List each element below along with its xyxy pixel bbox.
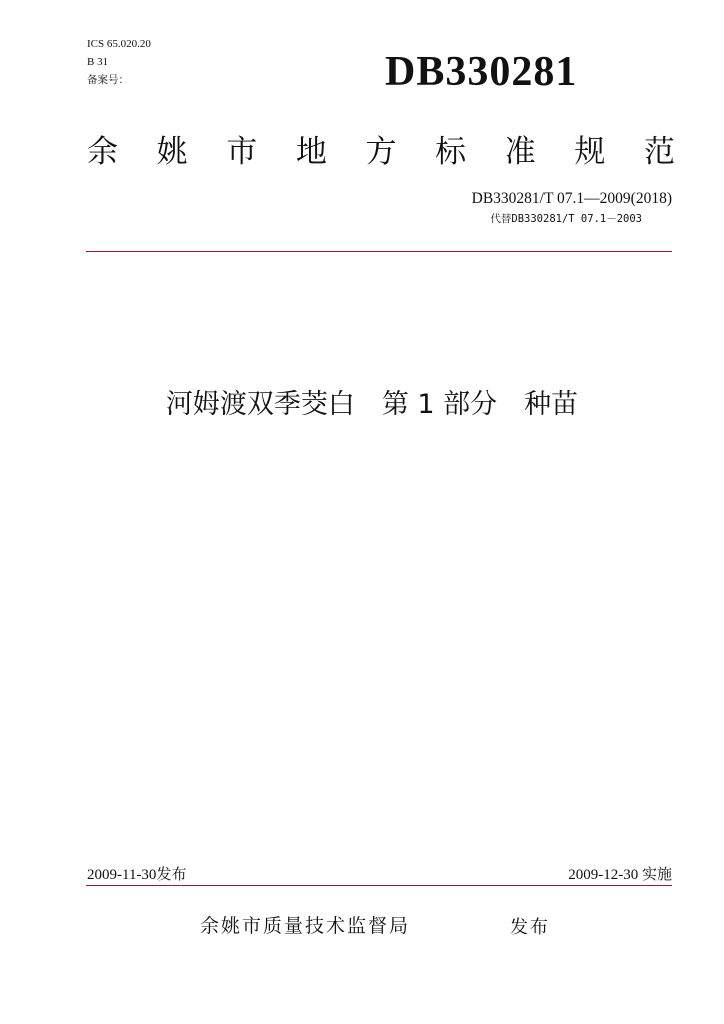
- implement-date: 2009-12-30: [568, 867, 639, 883]
- standard-code: DB330281: [385, 49, 578, 95]
- standard-number: DB330281/T 07.1—2009(2018): [471, 190, 672, 207]
- category-char: 方: [365, 134, 397, 170]
- publish-date: 2009-11-30: [87, 867, 157, 883]
- category-char: 规: [574, 134, 606, 170]
- header-divider: [86, 251, 672, 252]
- replaces-note: 代替DB330281/T 07.1－2003: [490, 213, 642, 225]
- category-char: 市: [226, 134, 258, 170]
- category-char: 范: [644, 134, 675, 170]
- footer-divider: [86, 885, 672, 886]
- implement-label: 实施: [641, 865, 672, 883]
- ics-code: ICS 65.020.20: [87, 38, 151, 50]
- category-char: 标: [435, 134, 467, 170]
- category-char: 余: [87, 134, 118, 170]
- category-char: 地: [295, 134, 327, 170]
- publish-label: 发布: [156, 865, 187, 883]
- category-char: 准: [504, 134, 536, 170]
- category-char: 姚: [156, 134, 188, 170]
- publish-date-line: [87, 864, 186, 885]
- issuing-verb: 发布: [510, 917, 550, 938]
- implement-date-line: [568, 864, 672, 885]
- issuing-authority: 余姚市质量技术监督局: [200, 915, 411, 937]
- standard-category: [87, 132, 675, 172]
- document-title: 河姆渡双季茭白 第 1 部分 种苗: [165, 389, 579, 420]
- classification-code: B 31: [87, 56, 109, 68]
- record-number-label: 备案号：: [87, 74, 129, 86]
